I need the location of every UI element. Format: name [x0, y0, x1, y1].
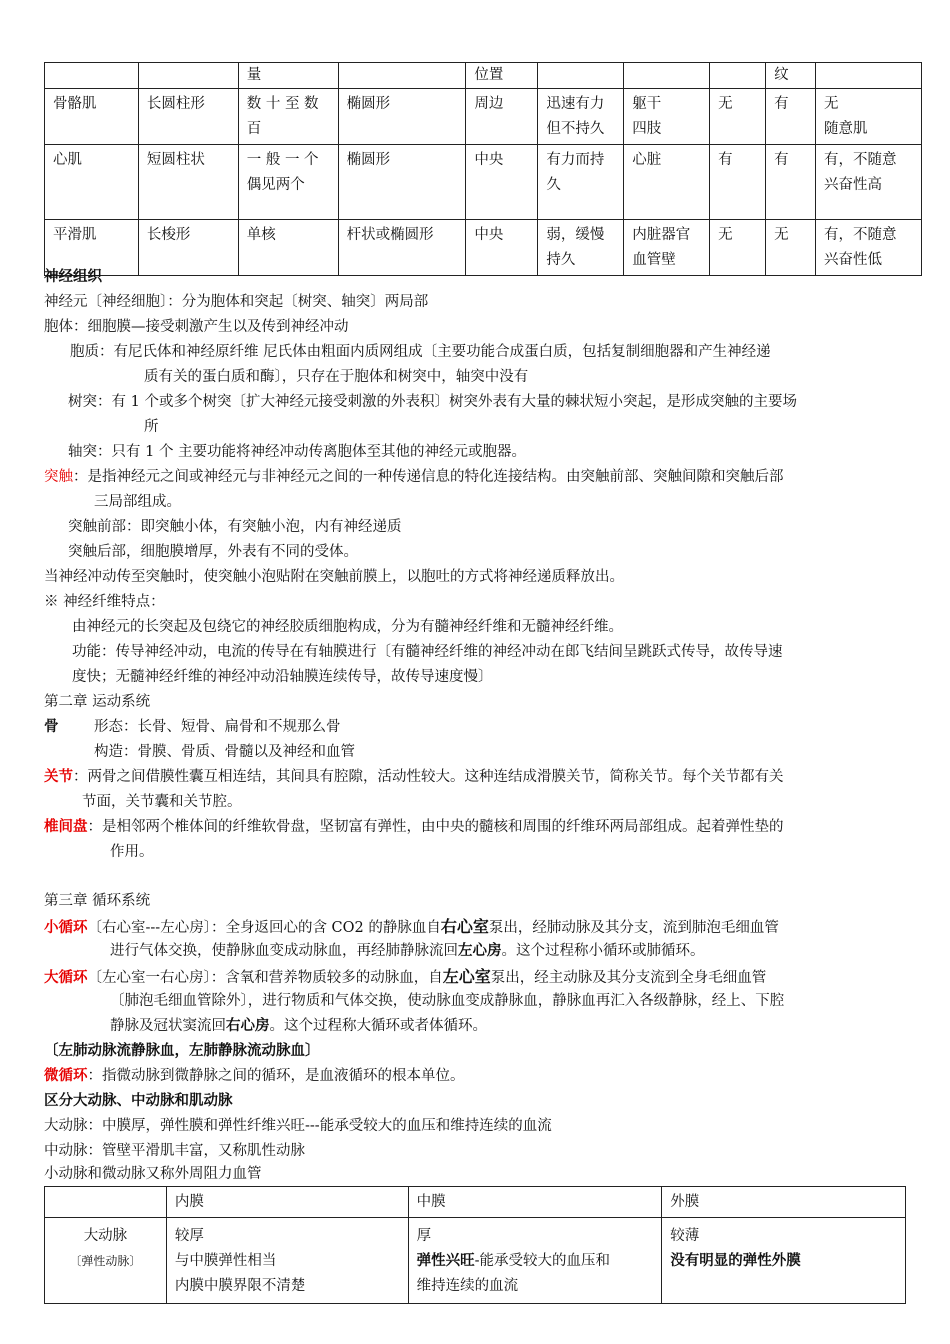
cell-line: 无 [718, 96, 733, 112]
pulmonary-desc-c: 泵出，经肺动脉及其分支，流到肺泡毛细血管 [488, 920, 779, 936]
pulmonary-desc-2c: 。这个过程称小循环或肺循环。 [501, 943, 705, 959]
soma-text: 胞体：细胞膜—接受刺激产生以及传到神经冲动 [44, 319, 349, 335]
fiber-title: ※ 神经纤维特点： [44, 594, 165, 610]
table-cell [816, 89, 922, 145]
cell-line: 单核 [246, 227, 276, 243]
table-cell: 位置 [466, 63, 538, 89]
fiber-text-3: 度快；无髓神经纤维的神经冲动沿轴膜连续传导，故传导速度慢〕 [72, 669, 493, 685]
media-desc: -能承受较大的血压和 [474, 1253, 610, 1269]
cell-line: 躯干 [632, 96, 662, 112]
table-row [45, 1218, 906, 1304]
cell-line: 内脏器官 [632, 227, 691, 243]
systemic-desc-3a: 静脉及冠状窦流回 [110, 1018, 226, 1034]
table-cell: 纹 [766, 63, 816, 89]
cell-line: 骨骼肌 [53, 96, 97, 112]
joint-text-2: 节面，关节囊和关节腔。 [82, 794, 242, 810]
table-cell [816, 63, 922, 89]
table-cell [766, 89, 816, 145]
cell-line: 血管壁 [632, 252, 676, 268]
pulmonary-vessel-note: 〔左肺动脉流静脉血，左肺静脉流动脉血〕 [44, 1043, 320, 1059]
disc-text-2: 作用。 [110, 844, 154, 860]
table-cell [138, 220, 238, 276]
media-line: 厚 [416, 1228, 432, 1244]
bone-label: 骨 [44, 719, 59, 735]
bone-structure-text: 构造：骨膜、骨质、骨髓以及神经和血管 [94, 744, 355, 760]
disc-definition: ：是相邻两个椎体间的纤维软骨盘，坚韧富有弹性，由中央的髓核和周围的纤维环两局部组成。起着弹性垫的 [87, 819, 784, 835]
fiber-text-2: 功能：传导神经冲动，电流的传导在有轴膜进行〔有髓神经纤维的神经冲动在郎飞结间呈跳跃式传导，故传导速 [72, 644, 783, 660]
cell-line: 无 [774, 227, 789, 243]
cell-line: 心肌 [53, 152, 82, 168]
artery-comparison-table [44, 1186, 906, 1304]
table-cell [138, 63, 238, 89]
table-cell [138, 145, 238, 220]
cell-line: 杆状或椭圆形 [346, 227, 434, 243]
table-cell [138, 89, 238, 145]
table-cell [816, 145, 922, 220]
adventitia-line: 较薄 [670, 1228, 700, 1244]
joint-label: 关节 [44, 769, 73, 785]
synapse-definition: ：是指神经元之间或神经元与非神经元之间的一种传递信息的特化连接结构。由突触前部、突触间隙和突触后部 [73, 469, 784, 485]
cell-line: 周边 [474, 96, 504, 112]
media-emphasis: 弹性兴旺 [416, 1253, 475, 1269]
table-cell [816, 220, 922, 276]
table-header-row [45, 63, 922, 89]
medium-artery-text: 中动脉：管壁平滑肌丰富，又称肌性动脉 [44, 1143, 305, 1159]
systemic-desc-c: 泵出，经主动脉及其分支流到全身毛细血管 [490, 970, 767, 986]
small-artery-text: 小动脉和微动脉又称外周阻力血管 [44, 1166, 262, 1182]
table-cell [710, 89, 766, 145]
cell-line: 心脏 [632, 152, 662, 168]
cell-line: 持久 [546, 252, 576, 268]
systemic-text-2: 〔肺泡毛细血管除外〕，进行物质和气体交换，使动脉血变成静脉血，静脉血再汇入各级静脉，经上、下腔 [110, 993, 785, 1009]
table-cell [466, 89, 538, 145]
cell-line: 椭圆形 [346, 96, 391, 112]
muscle-comparison-table [44, 62, 922, 276]
intima-cell [166, 1218, 408, 1304]
cell-line: 无 [718, 227, 733, 243]
large-artery-text: 大动脉：中膜厚，弹性膜和弹性纤维兴旺---能承受较大的血压和维持连续的血流 [44, 1118, 552, 1134]
cell-line: 一 般 一 个 [246, 152, 319, 168]
table-cell [338, 220, 466, 276]
row-subname: 〔弹性动脉〕 [69, 1254, 142, 1268]
cell-line: 但不持久 [546, 121, 605, 137]
release-text: 当神经冲动传至突触时，使突触小泡贴附在突触前膜上，以胞吐的方式将神经递质释放出。 [44, 569, 624, 585]
cell-line: 有，不随意 [824, 227, 897, 243]
table-cell [624, 220, 710, 276]
table-cell [338, 145, 466, 220]
synapse-text-2: 三局部组成。 [94, 494, 181, 510]
cell-line: 偶见两个 [246, 177, 305, 193]
media-line: 维持连续的血流 [416, 1278, 519, 1294]
cell-line: 椭圆形 [346, 152, 391, 168]
table-cell [710, 145, 766, 220]
row-name-cell [45, 1218, 167, 1304]
table-cell [538, 89, 624, 145]
systemic-desc-a: 〔左心室一右心房〕：含氧和营养物质较多的动脉血，自 [87, 970, 443, 986]
disc-text-1 [44, 815, 784, 840]
pulmonary-label: 小循环 [44, 920, 88, 936]
axon-text: 轴突：只有 1 个 主要功能将神经冲动传离胞体至其他的神经元或胞器。 [68, 444, 527, 460]
table-cell [538, 145, 624, 220]
table-cell [45, 145, 139, 220]
table-cell [624, 63, 710, 89]
left-atrium-emphasis: 左心房 [458, 943, 502, 959]
pulmonary-desc-a: 〔右心室---左心房〕：全身返回心的含 CO2 的静脉血自 [87, 920, 441, 936]
cell-line: 兴奋性低 [824, 252, 883, 268]
cell-line: 久 [546, 177, 561, 193]
table-cell [338, 63, 466, 89]
chapter2-title: 第二章 运动系统 [44, 694, 151, 710]
chapter3-title: 第三章 循环系统 [44, 893, 151, 909]
table-cell [45, 63, 139, 89]
presynaptic-text: 突触前部：即突触小体，有突触小泡，内有神经递质 [68, 519, 402, 535]
dendrite-text-1: 树突：有 1 个或多个树突〔扩大神经元接受刺激的外表积〕树突外表有大量的棘状短小突起，是形成突触的主要场 [68, 394, 797, 410]
cell-line: 弱，缓慢 [546, 227, 605, 243]
dendrite-text-2: 所 [144, 419, 159, 435]
table-cell [710, 220, 766, 276]
joint-definition: ：两骨之间借膜性囊互相连结，其间具有腔隙，活动性较大。这种连结成滑膜关节，简称关节。每个关节都有关 [73, 769, 784, 785]
table-row [45, 145, 922, 220]
cell-line: 数 十 至 数 [246, 96, 319, 112]
cytoplasm-text-2: 质有关的蛋白质和酶〕，只存在于胞体和树突中，轴突中没有 [144, 369, 529, 385]
cell-line: 短圆柱状 [146, 152, 205, 168]
cell-line: 有 [774, 152, 789, 168]
cell-line: 无 [824, 96, 839, 112]
table-cell [624, 89, 710, 145]
artery-section-title: 区分大动脉、中动脉和肌动脉 [44, 1093, 233, 1109]
table-row [45, 220, 922, 276]
intima-line: 较厚 [174, 1228, 204, 1244]
synapse-text-1 [44, 465, 784, 490]
table-cell: 量 [238, 63, 338, 89]
table-cell [538, 220, 624, 276]
intima-line: 内膜中膜界限不清楚 [174, 1278, 306, 1294]
cell-line: 有，不随意 [824, 152, 897, 168]
systemic-desc-3c: 。这个过程称大循环或者体循环。 [269, 1018, 487, 1034]
table-header-cell: 中膜 [408, 1187, 662, 1218]
table-cell [238, 220, 338, 276]
cell-line: 迅速有力 [546, 96, 605, 112]
table-header-row [45, 1187, 906, 1218]
systemic-label: 大循环 [44, 970, 88, 986]
cell-line: 长圆柱形 [146, 96, 205, 112]
bone-shape-text: 形态：长骨、短骨、扁骨和不规那么骨 [94, 719, 341, 735]
table-cell [766, 145, 816, 220]
left-ventricle-emphasis: 左心室 [442, 967, 491, 986]
cell-line: 平滑肌 [53, 227, 97, 243]
right-atrium-emphasis: 右心房 [226, 1018, 270, 1034]
joint-text-1 [44, 765, 784, 790]
table-cell [45, 89, 139, 145]
table-cell [766, 220, 816, 276]
pulmonary-text-1 [44, 914, 779, 941]
table-cell [238, 89, 338, 145]
postsynaptic-text: 突触后部，细胞膜增厚，外表有不同的受体。 [68, 544, 358, 560]
table-cell [538, 63, 624, 89]
neuron-text: 神经元〔神经细胞〕：分为胞体和突起〔树突、轴突〕两局部 [44, 294, 429, 310]
table-cell [624, 145, 710, 220]
systemic-text-1 [44, 964, 766, 991]
pulmonary-text-2 [110, 939, 705, 964]
disc-label: 椎间盘 [44, 819, 88, 835]
table-cell [466, 220, 538, 276]
section-title-nerve: 神经组织 [44, 269, 102, 285]
cell-line: 有力而持 [546, 152, 605, 168]
cell-line: 随意肌 [824, 121, 868, 137]
intima-line: 与中膜弹性相当 [174, 1253, 277, 1269]
adventitia-cell [662, 1218, 906, 1304]
cytoplasm-text-1: 胞质：有尼氏体和神经原纤维 尼氏体由粗面内质网组成〔主要功能合成蛋白质，包括复制细胞器和产生神经递 [70, 344, 771, 360]
cell-line: 有 [718, 152, 733, 168]
adventitia-line: 没有明显的弹性外膜 [670, 1253, 801, 1269]
fiber-text-1: 由神经元的长突起及包绕它的神经胶质细胞构成，分为有髓神经纤维和无髓神经纤维。 [72, 619, 623, 635]
micro-text [44, 1064, 465, 1089]
cell-line: 长梭形 [146, 227, 191, 243]
table-header-cell [45, 1187, 167, 1218]
table-cell [710, 63, 766, 89]
synapse-label: 突触 [44, 469, 73, 485]
media-line [417, 1249, 654, 1274]
systemic-text-3 [110, 1014, 487, 1039]
cell-line: 有 [774, 96, 789, 112]
micro-label: 微循环 [44, 1068, 88, 1084]
table-cell [466, 145, 538, 220]
row-name: 大动脉 [83, 1228, 128, 1244]
table-header-cell: 内膜 [166, 1187, 408, 1218]
cell-line: 四肢 [632, 121, 662, 137]
table-cell [238, 145, 338, 220]
table-header-cell: 外膜 [662, 1187, 906, 1218]
cell-line: 中央 [474, 152, 504, 168]
media-cell [408, 1218, 662, 1304]
micro-definition: ：指微动脉到微静脉之间的循环，是血液循环的根本单位。 [87, 1068, 465, 1084]
pulmonary-desc-2a: 进行气体交换，使静脉血变成动脉血，再经肺静脉流回 [110, 943, 458, 959]
right-ventricle-emphasis: 右心室 [440, 917, 489, 936]
cell-line: 中央 [474, 227, 504, 243]
table-row [45, 89, 922, 145]
cell-line: 兴奋性高 [824, 177, 883, 193]
table-cell [338, 89, 466, 145]
cell-line: 百 [246, 121, 262, 137]
